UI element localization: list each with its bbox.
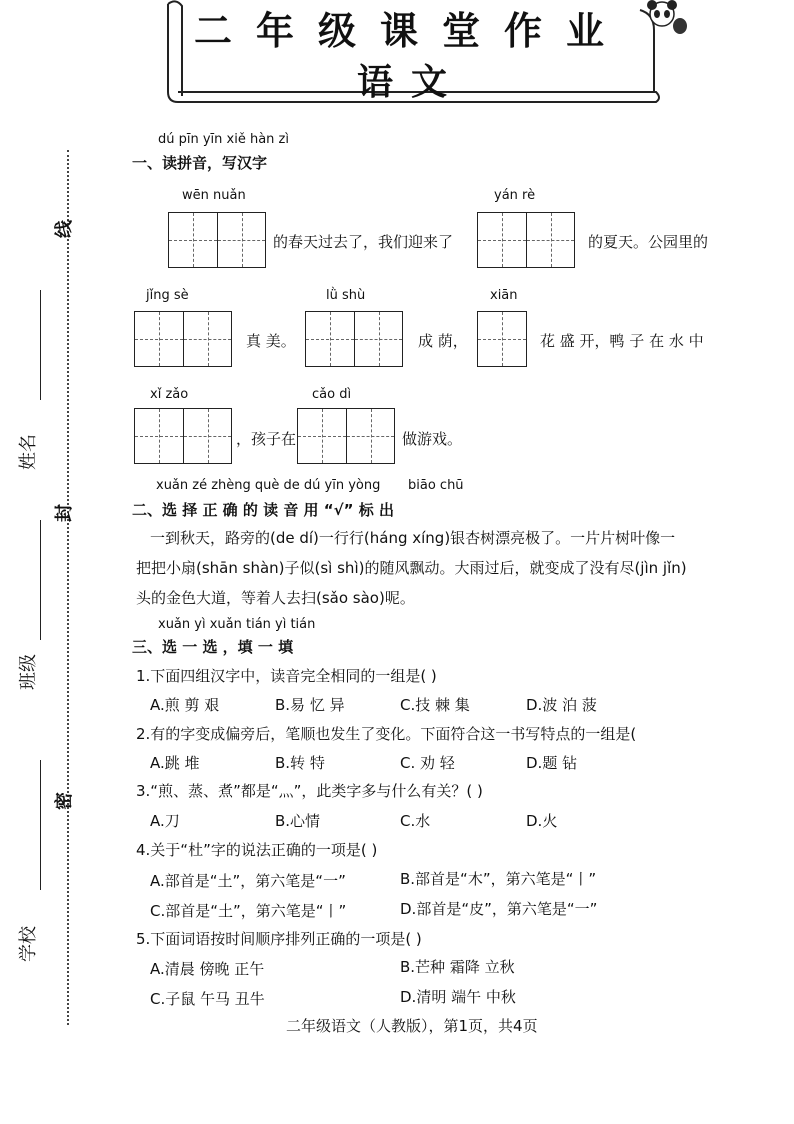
subject-title: 语文 — [356, 61, 465, 103]
sentence-2b: 成 荫， — [418, 332, 468, 350]
page-title: 二年级课堂作业 — [193, 8, 628, 53]
answer-box-3[interactable] — [134, 311, 232, 367]
section2-line-3: 头的金色大道，等着人去扫(sǎo sào)呢。 — [136, 589, 415, 607]
title-banner — [160, 0, 662, 104]
answer-box-2[interactable] — [477, 212, 575, 268]
section3-pinyin: xuǎn yì xuǎn tián yì tián — [158, 617, 316, 632]
q1-option-b[interactable]: B.易 忆 异 — [275, 696, 345, 714]
class-label: 班级 — [18, 654, 39, 690]
q4-option-c[interactable]: C.部首是“土”，第六笔是“丨” — [150, 902, 347, 920]
q2-option-a[interactable]: A.跳 堆 — [150, 754, 200, 772]
pinyin-caodi: cǎo dì — [312, 387, 352, 402]
class-underline — [40, 520, 41, 640]
section2-line-1: 一到秋天，路旁的(de dí)一行行(háng xíng)银杏树漂亮极了。一片片树叶像一 — [150, 529, 676, 547]
q1-option-c[interactable]: C.技 棘 集 — [400, 696, 470, 714]
q4-option-d[interactable]: D.部首是“皮”，第六笔是“一” — [400, 900, 598, 918]
binding-line-mark: 线 — [54, 220, 75, 238]
section2-pinyin: xuǎn zé zhèng què de dú yīn yòng — [156, 478, 381, 493]
school-label: 学校 — [18, 926, 39, 962]
binding-secret-mark: 密 — [54, 792, 75, 810]
q5-option-a[interactable]: A.清晨 傍晚 正午 — [150, 960, 265, 978]
question-4: 4.关于“杜”字的说法正确的一项是( ) — [136, 841, 378, 859]
section1-pinyin: dú pīn yīn xiě hàn zì — [158, 132, 289, 147]
name-label: 姓名 — [18, 434, 39, 470]
q1-option-a[interactable]: A.煎 剪 艰 — [150, 696, 220, 714]
binding-dotted-line — [67, 150, 69, 1025]
q5-option-c[interactable]: C.子鼠 午马 丑牛 — [150, 990, 265, 1008]
section2-pinyin-2: biāo chū — [408, 478, 464, 493]
q4-option-a[interactable]: A.部首是“土”，第六笔是“一” — [150, 872, 346, 890]
panda-icon — [642, 0, 688, 36]
q5-option-d[interactable]: D.清明 端午 中秋 — [400, 988, 516, 1006]
answer-box-5[interactable] — [477, 311, 527, 367]
question-5: 5.下面词语按时间顺序排列正确的一项是( ) — [136, 930, 422, 948]
pinyin-lvshu: lǜ shù — [326, 288, 366, 303]
answer-box-1[interactable] — [168, 212, 266, 268]
sentence-1a: 的春天过去了，我们迎来了 — [273, 233, 454, 251]
q3-option-c[interactable]: C.水 — [400, 812, 431, 830]
pinyin-xizao: xǐ zǎo — [150, 387, 189, 402]
name-underline — [40, 290, 41, 400]
pinyin-xian: xiān — [490, 288, 518, 303]
section1-heading: 一、读拼音，写汉字 — [132, 154, 268, 172]
section2-line-2: 把把小扇(shān shàn)子似(sì shì)的随风飘动。大雨过后，就变成了没有尽(jìn jǐn) — [136, 559, 687, 577]
q4-option-b[interactable]: B.部首是“木”，第六笔是“丨” — [400, 870, 597, 888]
sentence-3a: ，孩子在 — [236, 430, 297, 448]
q5-option-b[interactable]: B.芒种 霜降 立秋 — [400, 958, 515, 976]
q1-option-d[interactable]: D.波 泊 菠 — [526, 696, 597, 714]
answer-box-4[interactable] — [305, 311, 403, 367]
sentence-2c: 花 盛 开，鸭 子 在 水 中 — [540, 332, 704, 350]
section3-heading: 三、选 一 选 ，填 一 填 — [132, 638, 294, 656]
q3-option-a[interactable]: A.刀 — [150, 812, 180, 830]
pinyin-wennuan: wēn nuǎn — [182, 188, 246, 203]
answer-box-6[interactable] — [134, 408, 232, 464]
sentence-2a: 真 美。 — [246, 332, 296, 350]
sentence-1b: 的夏天。公园里的 — [588, 233, 709, 251]
q2-option-c[interactable]: C. 劝 轻 — [400, 754, 455, 772]
pinyin-yanre: yán rè — [494, 188, 536, 203]
school-underline — [40, 760, 41, 890]
question-2: 2.有的字变成偏旁后，笔顺也发生了变化。下面符合这一书写特点的一组是( — [136, 725, 637, 743]
question-3: 3.“煎、蒸、煮”都是“灬”，此类字多与什么有关？( ) — [136, 782, 483, 800]
q2-option-b[interactable]: B.转 特 — [275, 754, 325, 772]
page-footer: 二年级语文（人教版），第1页，共4页 — [286, 1017, 538, 1035]
q3-option-b[interactable]: B.心情 — [275, 812, 321, 830]
answer-box-7[interactable] — [297, 408, 395, 464]
binding-seal-mark: 封 — [54, 504, 75, 522]
q3-option-d[interactable]: D.火 — [526, 812, 558, 830]
pinyin-jingse: jǐng sè — [146, 288, 189, 303]
sentence-3b: 做游戏。 — [402, 430, 463, 448]
q2-option-d[interactable]: D.题 钻 — [526, 754, 578, 772]
section2-heading: 二、选 择 正 确 的 读 音 用 “√” 标 出 — [132, 501, 394, 519]
question-1: 1.下面四组汉字中，读音完全相同的一组是( ) — [136, 667, 437, 685]
